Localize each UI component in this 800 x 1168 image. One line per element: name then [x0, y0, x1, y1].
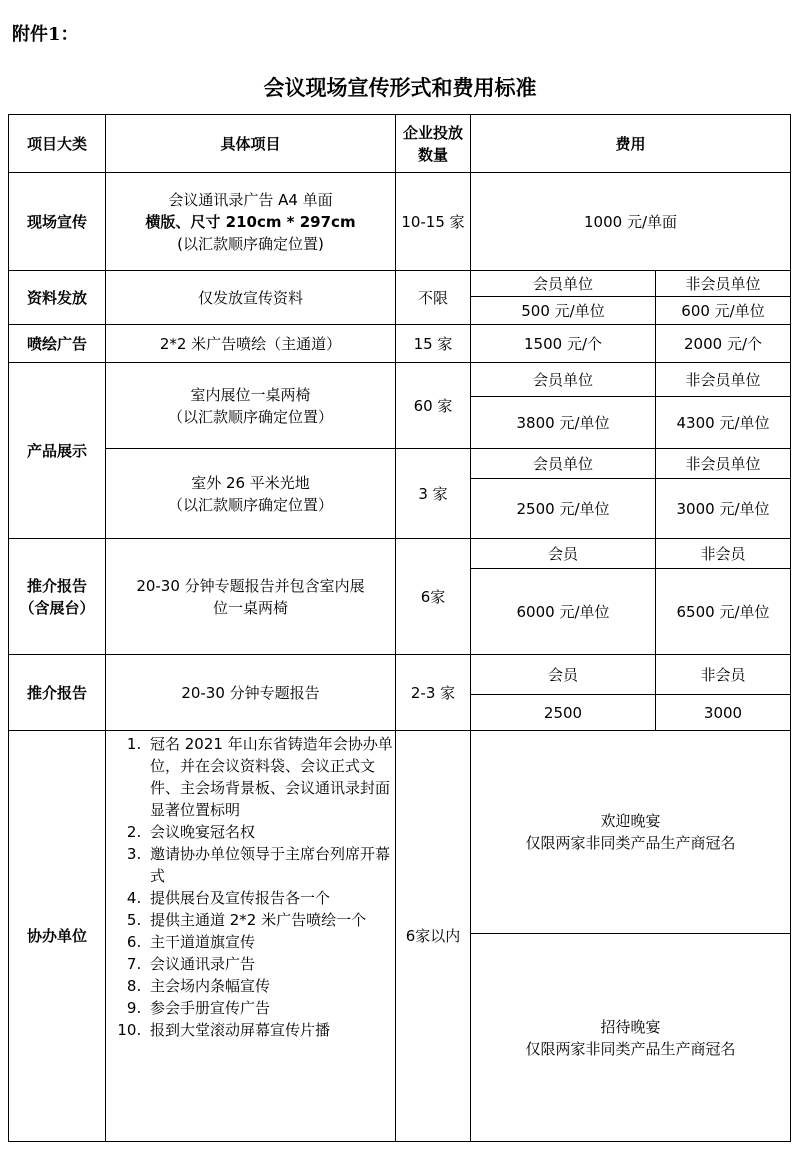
reception-banquet-note: 仅限两家非同类产品生产商冠名: [525, 1039, 736, 1058]
report-booth-category-line1: 推介报告: [26, 576, 87, 595]
report-booth-category: [9, 539, 106, 655]
report-booth-item-line2: 位一桌两椅: [212, 598, 288, 617]
materials-member-label: 会员单位: [471, 271, 656, 297]
report-booth-item-line1: 20-30 分钟专题报告并包含室内展: [136, 576, 365, 595]
report-booth-item: [106, 539, 396, 655]
row-report: [9, 655, 791, 695]
report-booth-member-fee: 6000 元/单位: [471, 569, 656, 655]
materials-nonmember-fee: 600 元/单位: [656, 297, 791, 325]
header-item: 具体项目: [106, 115, 396, 173]
product-indoor-member-label: 会员单位: [471, 363, 656, 397]
product-indoor-nonmember-fee: 4300 元/单位: [656, 397, 791, 449]
report-quantity: 2-3 家: [396, 655, 471, 731]
product-outdoor-nonmember-label: 非会员单位: [656, 449, 791, 479]
product-category: 产品展示: [9, 363, 106, 539]
row-report-booth: [9, 539, 791, 569]
list-item: 9. 参会手册宣传广告: [146, 997, 393, 1019]
list-item: 8. 主会场内条幅宣传: [146, 975, 393, 997]
list-item: 6. 主干道道旗宣传: [146, 931, 393, 953]
co-organizer-quantity: 6家以内: [396, 731, 471, 1142]
onsite-item-line1: 会议通讯录广告 A4 单面: [168, 190, 333, 209]
list-item: 3. 邀请协办单位领导于主席台列席开幕式: [146, 843, 393, 887]
onsite-fee: 1000 元/单面: [471, 173, 791, 271]
list-item: 1. 冠名 2021 年山东省铸造年会协办单位，并在会议资料袋、会议正式文件、主会场背景板、会议通讯录封面显著位置标明: [146, 733, 393, 821]
co-organizer-banquet-welcome: [471, 731, 791, 934]
row-product-outdoor: [9, 449, 791, 479]
product-indoor-quantity: 60 家: [396, 363, 471, 449]
report-booth-nonmember-fee: 6500 元/单位: [656, 569, 791, 655]
product-outdoor-quantity: 3 家: [396, 449, 471, 539]
co-organizer-category: 协办单位: [9, 731, 106, 1142]
onsite-item-line2: 横版、尺寸 210cm * 297cm: [145, 212, 356, 231]
row-product-indoor: [9, 363, 791, 397]
report-item: 20-30 分钟专题报告: [106, 655, 396, 731]
co-organizer-benefit-list: [112, 733, 393, 1041]
welcome-banquet-note: 仅限两家非同类产品生产商冠名: [525, 834, 736, 852]
header-quantity: 企业投放数量: [396, 115, 471, 173]
co-organizer-benefits: [106, 731, 396, 1142]
row-onsite: [9, 173, 791, 271]
fee-table: [8, 114, 791, 1142]
list-item: 7. 会议通讯录广告: [146, 953, 393, 975]
row-co-organizer: [9, 731, 791, 934]
spray-nonmember-fee: 2000 元/个: [656, 325, 791, 363]
header-category: 项目大类: [9, 115, 106, 173]
list-item: 10. 报到大堂滚动屏幕宣传片播: [146, 1019, 393, 1041]
list-item: 4. 提供展台及宣传报告各一个: [146, 887, 393, 909]
report-nonmember-fee: 3000: [656, 695, 791, 731]
list-item: 5. 提供主通道 2*2 米广告喷绘一个: [146, 909, 393, 931]
list-item: 2. 会议晚宴冠名权: [146, 821, 393, 843]
onsite-category: 现场宣传: [9, 173, 106, 271]
product-outdoor-item: [106, 449, 396, 539]
row-spray: [9, 325, 791, 363]
spray-quantity: 15 家: [396, 325, 471, 363]
materials-nonmember-label: 非会员单位: [656, 271, 791, 297]
report-member-label: 会员: [471, 655, 656, 695]
onsite-item-line3: (以汇款顺序确定位置): [177, 234, 324, 253]
product-indoor-line1: 室内展位一桌两椅: [190, 385, 311, 404]
spray-category: 喷绘广告: [9, 325, 106, 363]
materials-quantity: 不限: [396, 271, 471, 325]
spray-member-fee: 1500 元/个: [471, 325, 656, 363]
spray-item: 2*2 米广告喷绘（主通道）: [106, 325, 396, 363]
attachment-label: 附件1：: [12, 24, 79, 45]
product-indoor-item: [106, 363, 396, 449]
product-outdoor-line2: （以汇款顺序确定位置）: [167, 495, 333, 514]
page-title: 会议现场宣传形式和费用标准: [263, 75, 537, 100]
reception-banquet-title: 招待晚宴: [600, 1017, 661, 1036]
product-indoor-nonmember-label: 非会员单位: [656, 363, 791, 397]
welcome-banquet-title: 欢迎晚宴: [600, 812, 661, 830]
product-outdoor-member-fee: 2500 元/单位: [471, 479, 656, 539]
product-indoor-line2: （以汇款顺序确定位置）: [167, 407, 333, 426]
report-member-fee: 2500: [471, 695, 656, 731]
materials-item: 仅发放宣传资料: [106, 271, 396, 325]
report-booth-nonmember-label: 非会员: [656, 539, 791, 569]
header-fee: 费用: [471, 115, 791, 173]
product-outdoor-nonmember-fee: 3000 元/单位: [656, 479, 791, 539]
report-booth-member-label: 会员: [471, 539, 656, 569]
onsite-item: [106, 173, 396, 271]
report-nonmember-label: 非会员: [656, 655, 791, 695]
report-category: 推介报告: [9, 655, 106, 731]
product-outdoor-member-label: 会员单位: [471, 449, 656, 479]
product-outdoor-line1: 室外 26 平米光地: [191, 473, 310, 492]
materials-category: 资料发放: [9, 271, 106, 325]
onsite-quantity: 10-15 家: [396, 173, 471, 271]
co-organizer-banquet-reception: [471, 934, 791, 1142]
report-booth-quantity: 6家: [396, 539, 471, 655]
header-row: [9, 115, 791, 173]
materials-member-fee: 500 元/单位: [471, 297, 656, 325]
product-indoor-member-fee: 3800 元/单位: [471, 397, 656, 449]
row-materials: [9, 271, 791, 297]
report-booth-category-line2: （含展台）: [19, 598, 95, 617]
